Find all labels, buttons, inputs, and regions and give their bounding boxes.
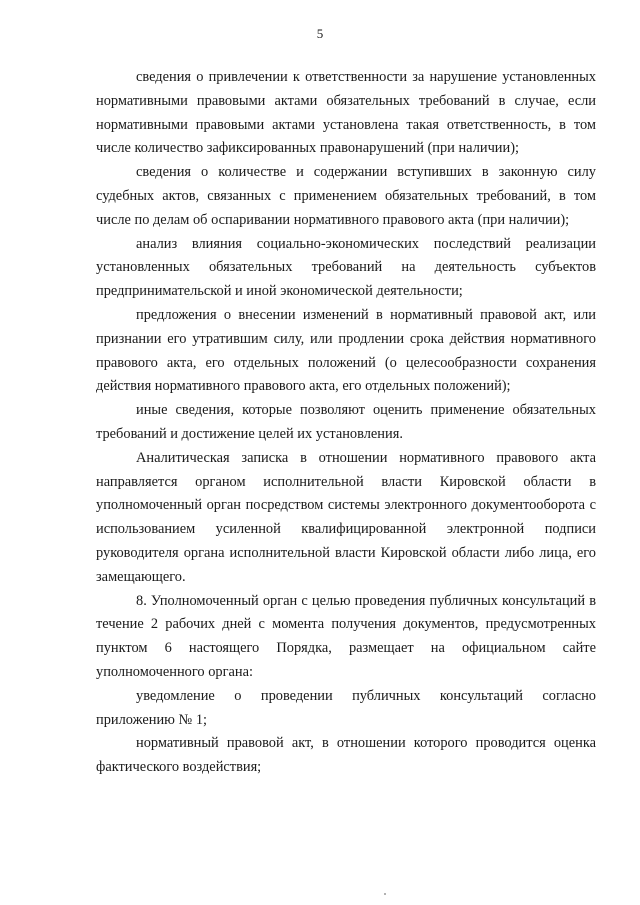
paragraph-impact-analysis: анализ влияния социально-экономических последствий реализации установленных обязательных требований на деятельность субъектов предпринимательской и иной экономической деятельности; (96, 235, 596, 300)
paragraph-normative-act: нормативный правовой акт, в отношении которого проводится оценка фактического воздействия; (96, 735, 596, 776)
paragraph-court-acts: сведения о количестве и содержании вступивших в законную силу судебных актов, связанных с применением обязательных требований, в том числе по делам об оспаривании нормативного правового акта (при наличии); (96, 164, 596, 228)
paragraph-liability-info: сведения о привлечении к ответственности за нарушение установленных нормативными правовыми актами обязательных требований в случае, если нормативными правовыми актами установлена такая ответственность, в том числе количество зафиксированных правонарушений (при наличии); (96, 69, 596, 157)
scan-speck (384, 893, 386, 895)
paragraph-amendment-proposals: предложения о внесении изменений в нормативный правовой акт, или признании его утратившим силу, или продлении срока действия нормативного правового акта, его отдельных положений (о целесообразности сохранения действия нормативного правового акта, его отдельных положений); (96, 306, 596, 395)
paragraph-item-8: 8. Уполномоченный орган с целью проведения публичных консультаций в течение 2 рабочих дней с момента получения документов, предусмотренных пунктом 6 настоящего Порядка, размещает на официальном сайте уполномоченного органа: (96, 592, 596, 680)
page-body (96, 66, 596, 780)
paragraph-analytical-note: Аналитическая записка в отношении нормативного правового акта направляется органом исполнительной власти Кировской области в уполномоченный орган посредством системы электронного документооборота с использованием усиленной квалифицированной электронной подписи руководителя органа исполнительной власти Кировской области либо лица, его замещающего. (96, 449, 596, 585)
paragraph-notice-appendix: уведомление о проведении публичных консультаций согласно приложению № 1; (96, 687, 596, 728)
paragraph-other-info: иные сведения, которые позволяют оценить применение обязательных требований и достижение целей их установления. (96, 402, 596, 442)
page-number: 5 (316, 26, 324, 41)
